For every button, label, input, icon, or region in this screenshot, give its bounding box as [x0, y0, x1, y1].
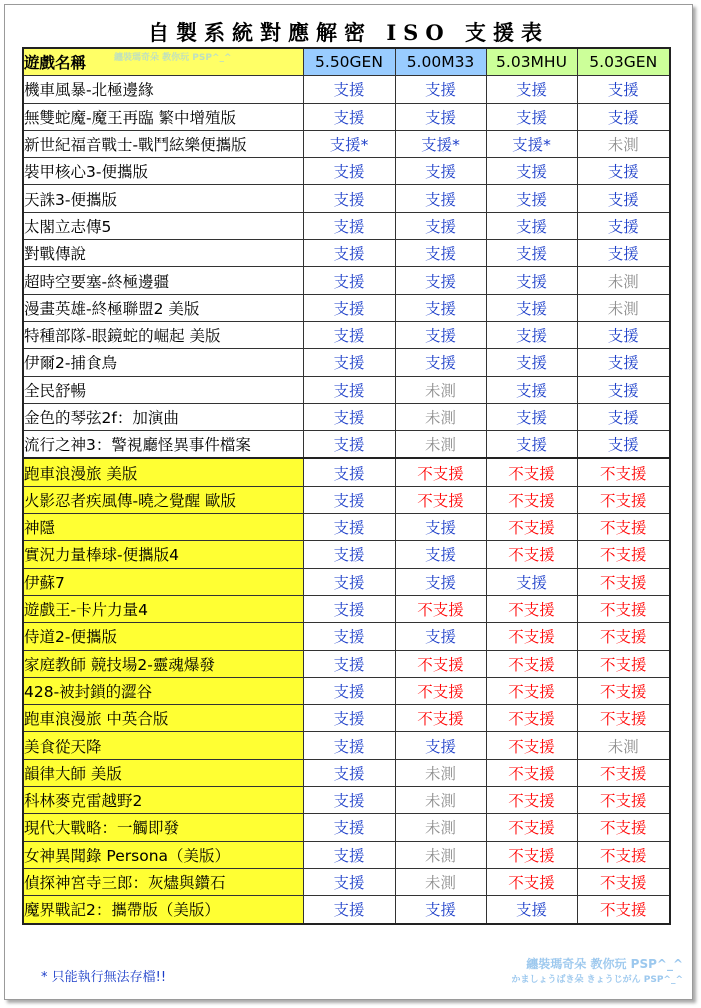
game-name-cell: 全民舒暢 — [23, 376, 303, 403]
game-name-cell: 女神異聞錄 Persona（美版） — [23, 841, 303, 868]
status-cell: 支援 — [303, 595, 395, 622]
status-cell: 未測 — [395, 403, 486, 430]
status-cell: 支援 — [303, 814, 395, 841]
game-name-cell: 美食從天降 — [23, 732, 303, 759]
status-cell: 支援 — [303, 158, 395, 185]
status-cell: 支援 — [395, 732, 486, 759]
table-row — [23, 568, 670, 595]
status-cell: 不支援 — [577, 677, 670, 704]
status-cell: 支援 — [303, 896, 395, 924]
status-cell: 支援 — [486, 212, 577, 239]
status-cell: 不支援 — [577, 623, 670, 650]
status-cell: 不支援 — [395, 705, 486, 732]
status-cell: 支援 — [303, 458, 395, 486]
status-cell: 未測 — [395, 759, 486, 786]
table-row — [23, 212, 670, 239]
status-cell: 未測 — [395, 841, 486, 868]
status-cell: 支援 — [395, 349, 486, 376]
table-row — [23, 732, 670, 759]
table-row — [23, 677, 670, 704]
status-cell: 支援 — [486, 267, 577, 294]
status-cell: 不支援 — [486, 705, 577, 732]
status-cell: 支援 — [395, 212, 486, 239]
status-cell: 支援 — [395, 158, 486, 185]
status-cell: 支援 — [577, 349, 670, 376]
game-name-cell: 科林麥克雷越野2 — [23, 787, 303, 814]
game-name-header: 遊戲名稱 纏裝瑪奇朵 教你玩 PSP^_^ — [23, 48, 303, 76]
table-row — [23, 294, 670, 321]
status-cell: 支援 — [303, 732, 395, 759]
status-cell: 支援 — [486, 376, 577, 403]
status-cell: 不支援 — [486, 814, 577, 841]
table-row — [23, 103, 670, 130]
game-name-cell: 遊戲王-卡片力量4 — [23, 595, 303, 622]
game-name-cell: 侍道2-便攜版 — [23, 623, 303, 650]
status-cell: 未測 — [395, 376, 486, 403]
status-cell: 不支援 — [395, 677, 486, 704]
status-cell: 未測 — [577, 294, 670, 321]
game-name-cell: 魔界戰記2：攜帶版（美版） — [23, 896, 303, 924]
status-cell: 支援 — [486, 403, 577, 430]
game-name-cell: 無雙蛇魔-魔王再臨 繁中增殖版 — [23, 103, 303, 130]
table-row — [23, 623, 670, 650]
page-frame — [4, 4, 693, 1000]
table-row — [23, 321, 670, 348]
status-cell: 支援 — [577, 240, 670, 267]
status-cell: 不支援 — [395, 486, 486, 513]
status-cell: 支援 — [577, 321, 670, 348]
game-name-cell: 家庭教師 競技場2-靈魂爆發 — [23, 650, 303, 677]
status-cell: 不支援 — [486, 514, 577, 541]
table-row — [23, 759, 670, 786]
footer-watermark-line2: かましょうばき朵 きょうじがん PSP^_^ — [511, 975, 683, 985]
status-cell: 不支援 — [486, 787, 577, 814]
status-cell: 支援 — [395, 103, 486, 130]
status-cell: 支援 — [303, 759, 395, 786]
game-name-cell: 流行之神3：警視廳怪異事件檔案 — [23, 431, 303, 459]
status-cell: 支援 — [577, 212, 670, 239]
status-cell: 支援 — [303, 787, 395, 814]
status-cell: 支援 — [395, 294, 486, 321]
status-cell: 不支援 — [486, 759, 577, 786]
table-row — [23, 814, 670, 841]
firmware-header-3: 5.03MHU — [486, 48, 577, 76]
header-watermark: 纏裝瑪奇朵 教你玩 PSP^_^ — [114, 53, 232, 63]
status-cell: 支援 — [395, 541, 486, 568]
status-cell: 支援 — [303, 677, 395, 704]
table-row — [23, 240, 670, 267]
status-cell: 支援 — [303, 514, 395, 541]
status-cell: 支援 — [486, 568, 577, 595]
status-cell: 支援 — [395, 623, 486, 650]
status-cell: 支援* — [303, 130, 395, 157]
status-cell: 支援 — [303, 240, 395, 267]
status-cell: 不支援 — [486, 677, 577, 704]
table-row — [23, 158, 670, 185]
table-row — [23, 896, 670, 924]
status-cell: 不支援 — [577, 595, 670, 622]
status-cell: 支援 — [577, 158, 670, 185]
game-name-cell: 金色的琴弦2f：加演曲 — [23, 403, 303, 430]
status-cell: 未測 — [395, 814, 486, 841]
game-name-cell: 428-被封鎖的澀谷 — [23, 677, 303, 704]
status-cell: 支援 — [395, 240, 486, 267]
status-cell: 不支援 — [577, 759, 670, 786]
status-cell: 不支援 — [486, 595, 577, 622]
status-cell: 支援 — [303, 541, 395, 568]
status-cell: 支援 — [303, 403, 395, 430]
status-cell: 不支援 — [395, 650, 486, 677]
firmware-header-2: 5.00M33 — [395, 48, 486, 76]
status-cell: 支援 — [303, 294, 395, 321]
status-cell: 不支援 — [395, 595, 486, 622]
status-cell: 支援 — [395, 568, 486, 595]
status-cell: 支援 — [303, 486, 395, 513]
status-cell: 未測 — [577, 130, 670, 157]
status-cell: 支援 — [303, 321, 395, 348]
game-name-cell: 機車風暴-北極邊緣 — [23, 76, 303, 103]
table-body — [23, 76, 670, 924]
status-cell: 不支援 — [577, 896, 670, 924]
game-name-cell: 現代大戰略：一觸即發 — [23, 814, 303, 841]
status-cell: 支援 — [303, 376, 395, 403]
table-row — [23, 76, 670, 103]
game-name-cell: 太閣立志傳5 — [23, 212, 303, 239]
table-row — [23, 185, 670, 212]
status-cell: 不支援 — [486, 541, 577, 568]
game-name-cell: 跑車浪漫旅 美版 — [23, 458, 303, 486]
status-cell: 支援 — [395, 321, 486, 348]
status-cell: 支援 — [486, 349, 577, 376]
status-cell: 不支援 — [577, 787, 670, 814]
table-row — [23, 431, 670, 459]
table-row — [23, 541, 670, 568]
table-row — [23, 486, 670, 513]
table-row — [23, 130, 670, 157]
support-table — [22, 47, 671, 925]
status-cell: 支援 — [486, 294, 577, 321]
table-row — [23, 267, 670, 294]
status-cell: 支援 — [303, 623, 395, 650]
table-row — [23, 514, 670, 541]
status-cell: 支援 — [303, 76, 395, 103]
status-cell: 不支援 — [577, 514, 670, 541]
game-name-cell: 實況力量棒球-便攜版4 — [23, 541, 303, 568]
game-name-cell: 新世紀福音戰士-戰鬥絃樂便攜版 — [23, 130, 303, 157]
status-cell: 不支援 — [577, 868, 670, 895]
game-name-cell: 特種部隊-眼鏡蛇的崛起 美版 — [23, 321, 303, 348]
status-cell: 不支援 — [577, 841, 670, 868]
status-cell: 不支援 — [486, 732, 577, 759]
status-cell: 支援 — [577, 431, 670, 459]
status-cell: 支援 — [303, 267, 395, 294]
game-name-cell: 對戰傳說 — [23, 240, 303, 267]
table-row — [23, 787, 670, 814]
status-cell: 不支援 — [577, 486, 670, 513]
table-row — [23, 841, 670, 868]
status-cell: 支援 — [303, 841, 395, 868]
footer-watermark-line1: 纏裝瑪奇朵 教你玩 PSP^_^ — [526, 957, 683, 971]
status-cell: 不支援 — [486, 841, 577, 868]
table-row — [23, 349, 670, 376]
status-cell: 支援 — [577, 376, 670, 403]
table-row — [23, 458, 670, 486]
status-cell: 支援 — [486, 185, 577, 212]
status-cell: 支援 — [577, 103, 670, 130]
status-cell: 不支援 — [577, 541, 670, 568]
status-cell: 支援 — [303, 349, 395, 376]
firmware-header-1: 5.50GEN — [303, 48, 395, 76]
status-cell: 不支援 — [577, 650, 670, 677]
table-row — [23, 868, 670, 895]
status-cell: 未測 — [395, 431, 486, 459]
status-cell: 不支援 — [486, 623, 577, 650]
status-cell: 不支援 — [577, 705, 670, 732]
status-cell: 支援 — [303, 103, 395, 130]
status-cell: 不支援 — [486, 486, 577, 513]
game-name-cell: 漫畫英雄-終極聯盟2 美版 — [23, 294, 303, 321]
status-cell: 未測 — [395, 787, 486, 814]
firmware-header-4: 5.03GEN — [577, 48, 670, 76]
status-cell: 支援 — [486, 321, 577, 348]
status-cell: 支援* — [395, 130, 486, 157]
status-cell: 支援 — [486, 103, 577, 130]
game-name-cell: 神隱 — [23, 514, 303, 541]
status-cell: 支援 — [395, 514, 486, 541]
status-cell: 支援 — [303, 650, 395, 677]
table-row — [23, 403, 670, 430]
status-cell: 未測 — [577, 267, 670, 294]
table-row — [23, 705, 670, 732]
game-name-cell: 偵探神宮寺三郎：灰燼與鑽石 — [23, 868, 303, 895]
game-name-cell: 超時空要塞-終極邊疆 — [23, 267, 303, 294]
game-name-cell: 伊蘇7 — [23, 568, 303, 595]
status-cell: 支援 — [486, 76, 577, 103]
status-cell: 支援 — [577, 185, 670, 212]
status-cell: 支援 — [303, 868, 395, 895]
status-cell: 未測 — [577, 732, 670, 759]
status-cell: 不支援 — [486, 650, 577, 677]
page-title: 自製系統對應解密 ISO 支援表 — [148, 20, 549, 45]
status-cell: 不支援 — [577, 568, 670, 595]
table-row — [23, 595, 670, 622]
table-row — [23, 376, 670, 403]
status-cell: 支援 — [486, 158, 577, 185]
status-cell: 未測 — [395, 868, 486, 895]
game-name-cell: 天誅3-便攜版 — [23, 185, 303, 212]
status-cell: 支援 — [486, 240, 577, 267]
game-name-cell: 跑車浪漫旅 中英合版 — [23, 705, 303, 732]
game-name-cell: 裝甲核心3-便攜版 — [23, 158, 303, 185]
status-cell: 支援 — [303, 431, 395, 459]
status-cell: 支援 — [486, 896, 577, 924]
status-cell: 支援 — [395, 76, 486, 103]
status-cell: 不支援 — [577, 814, 670, 841]
table-row — [23, 650, 670, 677]
status-cell: 支援 — [303, 212, 395, 239]
status-cell: 不支援 — [486, 868, 577, 895]
game-name-cell: 伊爾2-捕食鳥 — [23, 349, 303, 376]
game-name-cell: 韻律大師 美版 — [23, 759, 303, 786]
status-cell: 支援 — [395, 185, 486, 212]
status-cell: 支援 — [303, 568, 395, 595]
status-cell: 支援 — [395, 896, 486, 924]
header-row — [23, 48, 670, 76]
status-cell: 不支援 — [486, 458, 577, 486]
game-name-cell: 火影忍者疾風傳-曉之覺醒 歐版 — [23, 486, 303, 513]
status-cell: 支援* — [486, 130, 577, 157]
status-cell: 支援 — [486, 431, 577, 459]
status-cell: 支援 — [577, 403, 670, 430]
status-cell: 不支援 — [577, 458, 670, 486]
status-cell: 支援 — [303, 185, 395, 212]
status-cell: 支援 — [303, 705, 395, 732]
footnote: * 只能執行無法存檔!! — [41, 970, 167, 985]
status-cell: 不支援 — [395, 458, 486, 486]
status-cell: 支援 — [395, 267, 486, 294]
footer-watermark — [483, 955, 683, 985]
status-cell: 支援 — [577, 76, 670, 103]
